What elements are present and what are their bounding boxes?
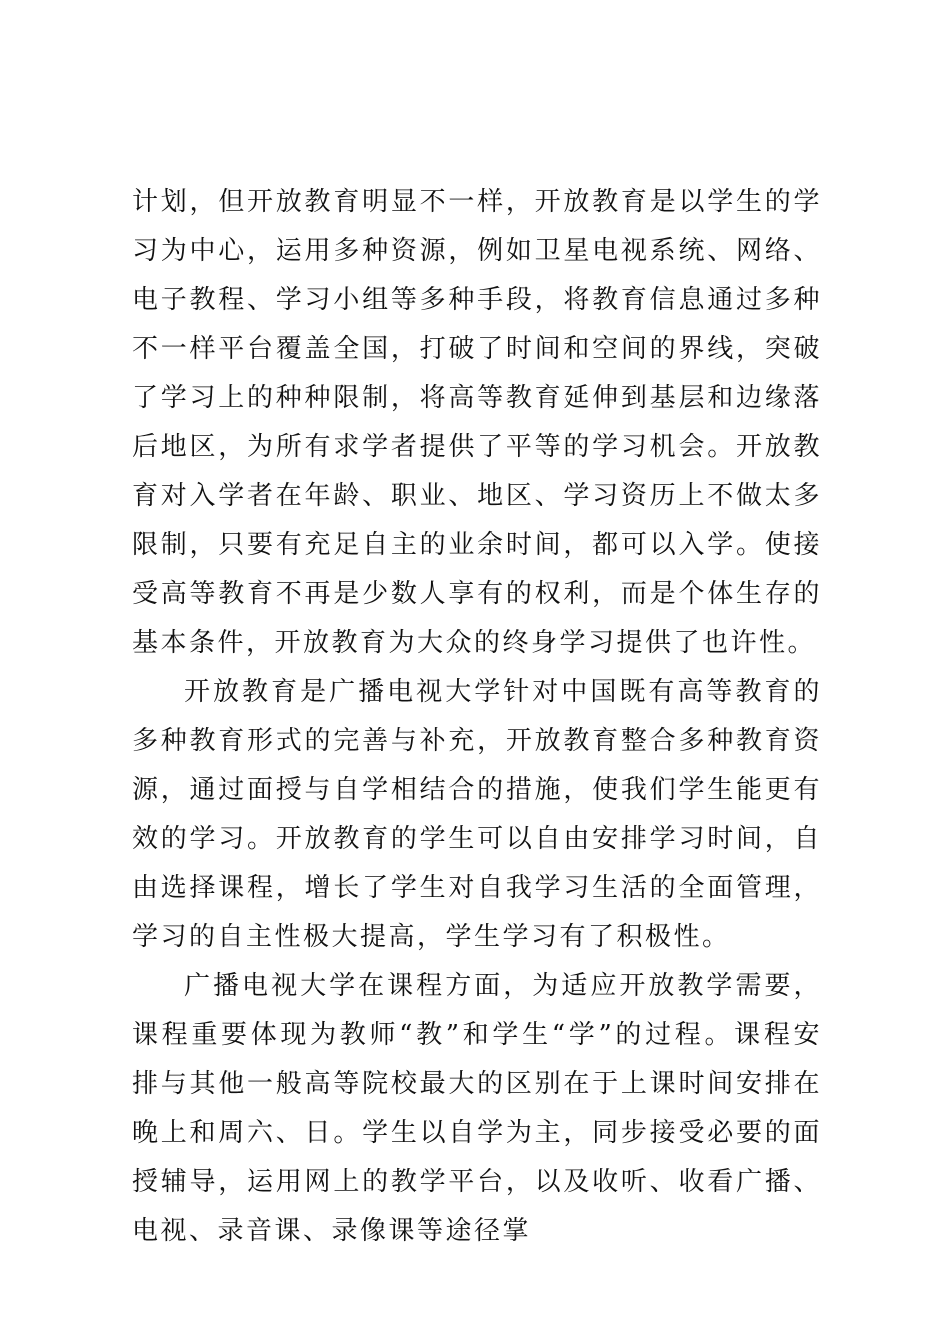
document-body <box>132 178 822 1256</box>
paragraph-open-education: 开放教育是广播电视大学针对中国既有高等教育的多种教育形式的完善与补充，开放教育整合多种教育资源，通过面授与自学相结合的措施，使我们学生能更有效的学习。开放教育的学生可以自由安排学习时间，自由选择课程，增长了学生对自我学习生活的全面管理，学习的自主性极大提高，学生学习有了积极性。 <box>132 677 822 952</box>
paragraph-curriculum: 广播电视大学在课程方面，为适应开放教学需要，课程重要体现为教师“教”和学生“学”的过程。课程安排与其他一般高等院校最大的区别在于上课时间安排在晚上和周六、日。学生以自学为主，同步接受必要的面授辅导，运用网上的教学平台，以及收听、收看广播、电视、录音课、录像课等途径掌 <box>132 971 822 1246</box>
paragraph-continuation: 计划，但开放教育明显不一样，开放教育是以学生的学习为中心，运用多种资源，例如卫星电视系统、网络、电子教程、学习小组等多种手段，将教育信息通过多种不一样平台覆盖全国，打破了时间和空间的界线，突破了学习上的种种限制，将高等教育延伸到基层和边缘落后地区，为所有求学者提供了平等的学习机会。开放教育对入学者在年龄、职业、地区、学习资历上不做太多限制，只要有充足自主的业余时间，都可以入学。使接受高等教育不再是少数人享有的权利，而是个体生存的基本条件，开放教育为大众的终身学习提供了也许性。 <box>132 187 822 658</box>
